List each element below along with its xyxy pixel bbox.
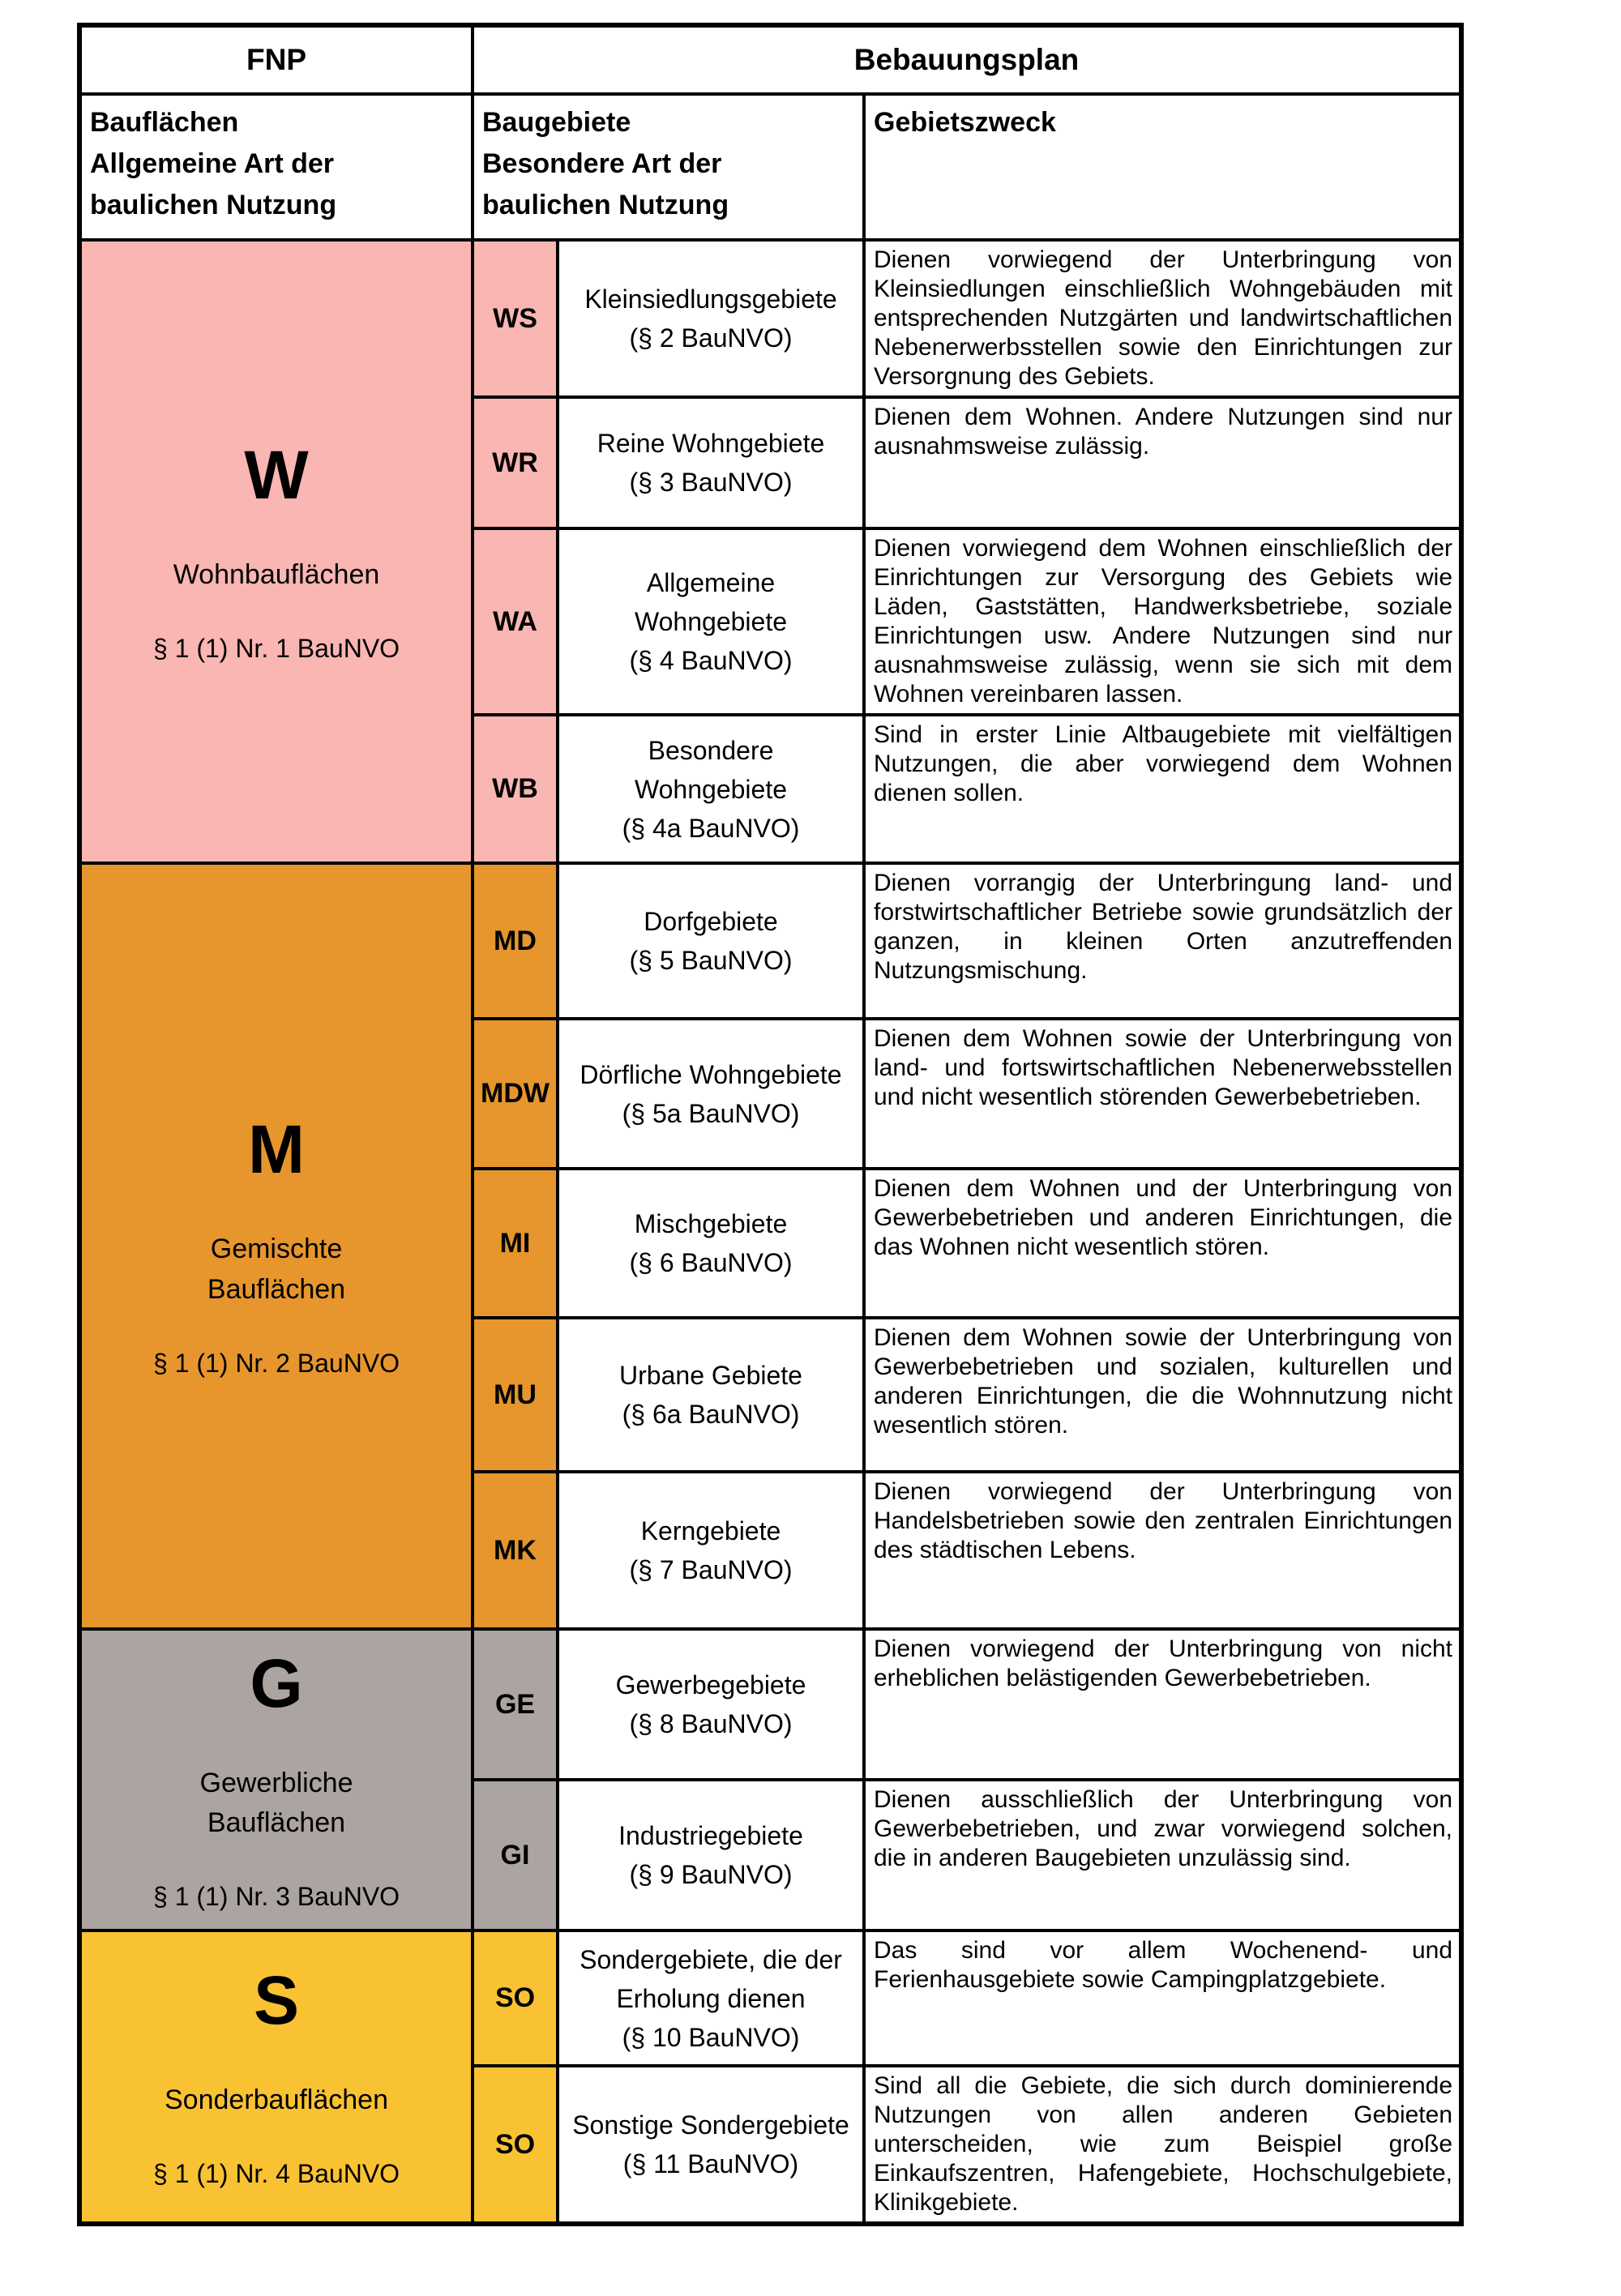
table-row [79, 240, 1461, 397]
gebiet-name: Industriegebiete [618, 1821, 803, 1850]
gebiet-name: Allgemeine Wohngebiete [635, 568, 787, 636]
name-cell-mi [558, 1169, 864, 1318]
name-cell-mdw [558, 1019, 864, 1169]
gebiet-law: (§ 6 BauNVO) [629, 1248, 793, 1277]
header-row-top [79, 25, 1461, 94]
header-col-gebietszweck: Gebietszweck [864, 94, 1461, 240]
name-cell-wr [558, 397, 864, 528]
section-law: § 1 (1) Nr. 3 BauNVO [152, 1882, 400, 1912]
code-cell-mi: MI [473, 1169, 558, 1318]
table-row [79, 863, 1461, 1019]
gebiet-law: (§ 11 BauNVO) [622, 2149, 799, 2178]
section-name: Gemischte Bauflächen [207, 1234, 346, 1305]
name-cell-wa [558, 528, 864, 715]
purpose-cell-wa: Dienen vorwiegend dem Wohnen einschließlich der Einrichtungen zur Versorgung des Gebiets wie Läden, Gaststätten, Handwerksbetriebe, soziale Einrichtungen usw. Andere Nutzungen sind nur ausnahmsweise zulässig, wenn sie sich mit dem Wohnen vereinbaren lassen. [864, 528, 1461, 715]
section-cell-m [79, 863, 473, 1629]
gebiet-name: Urbane Gebiete [619, 1361, 802, 1390]
section-law: § 1 (1) Nr. 4 BauNVO [152, 2159, 400, 2189]
code-cell-md: MD [473, 863, 558, 1019]
purpose-cell-mu: Dienen dem Wohnen sowie der Unterbringung von Gewerbebetrieben und sozialen, kulturellen und anderen Einrichtungen, die die Wohnnutzung nicht wesentlich stören. [864, 1318, 1461, 1472]
section-name: Sonderbauflächen [164, 2084, 388, 2115]
bauflaechen-table [77, 23, 1464, 2226]
code-cell-wa: WA [473, 528, 558, 715]
header-bebauungsplan: Bebauungsplan [473, 25, 1461, 94]
purpose-cell-mk: Dienen vorwiegend der Unterbringung von Handelsbetrieben sowie den zentralen Einrichtungen des städtischen Lebens. [864, 1472, 1461, 1629]
section-law: § 1 (1) Nr. 1 BauNVO [152, 634, 400, 664]
name-cell-mu [558, 1318, 864, 1472]
code-cell-ws: WS [473, 240, 558, 397]
purpose-cell-wr: Dienen dem Wohnen. Andere Nutzungen sind nur ausnahmsweise zulässig. [864, 397, 1461, 528]
code-cell-wb: WB [473, 715, 558, 863]
purpose-cell-ge: Dienen vorwiegend der Unterbringung von nicht erheblichen belästigenden Gewerbebetrieben. [864, 1629, 1461, 1780]
section-name: Gewerbliche Bauflächen [199, 1767, 353, 1839]
name-cell-md [558, 863, 864, 1019]
gebiet-name: Kerngebiete [640, 1516, 781, 1546]
section-cell-w [79, 240, 473, 863]
code-cell-mk: MK [473, 1472, 558, 1629]
name-cell-ws [558, 240, 864, 397]
section-letter: G [250, 1644, 303, 1721]
gebiet-law: (§ 5 BauNVO) [629, 946, 793, 975]
gebiet-name: Dörfliche Wohngebiete [580, 1059, 842, 1089]
gebiet-law: (§ 10 BauNVO) [622, 2022, 800, 2052]
gebiet-law: (§ 9 BauNVO) [629, 1860, 793, 1889]
name-cell-mk [558, 1472, 864, 1629]
name-cell-gi [558, 1780, 864, 1930]
section-name: Wohnbauflächen [173, 558, 380, 590]
section-law: § 1 (1) Nr. 2 BauNVO [152, 1348, 400, 1378]
code-cell-gi: GI [473, 1780, 558, 1930]
purpose-cell-mi: Dienen dem Wohnen und der Unterbringung von Gewerbebetrieben und anderen Einrichtungen, die das Wohnen nicht wesentlich stören. [864, 1169, 1461, 1318]
purpose-cell-ws: Dienen vorwiegend der Unterbringung von Kleinsiedlungen einschließlich Wohngebäuden mit entsprechenden Nutzgärten und landwirtschaftlichen Nebenerwerbsstellen sowie den Einrichtungen zur Versorgnung des Gebiets. [864, 240, 1461, 397]
purpose-cell-so-sonstige: Sind all die Gebiete, die sich durch dominierende Nutzungen von allen anderen Gebieten unterscheiden, wie zum Beispiel große Einkaufszentren, Hafengebiete, Hochschulgebiete, Klinikgebiete. [864, 2066, 1461, 2224]
code-cell-wr: WR [473, 397, 558, 528]
gebiet-law: (§ 6a BauNVO) [622, 1400, 800, 1429]
gebiet-law: (§ 4a BauNVO) [622, 813, 800, 843]
gebiet-name: Mischgebiete [634, 1209, 788, 1238]
name-cell-ge [558, 1629, 864, 1780]
header-fnp: FNP [79, 25, 473, 94]
gebiet-name: Kleinsiedlungsgebiete [584, 284, 837, 314]
code-cell-mdw: MDW [473, 1019, 558, 1169]
section-letter: M [248, 1111, 305, 1188]
gebiet-law: (§ 2 BauNVO) [629, 323, 793, 353]
gebiet-name: Dorfgebiete [644, 907, 778, 936]
code-cell-mu: MU [473, 1318, 558, 1472]
gebiet-name: Reine Wohngebiete [597, 429, 825, 458]
purpose-cell-md: Dienen vorrangig der Unterbringung land- und forstwirtschaftlicher Betriebe sowie grundsätzlich der ganzen, in kleinen Orten anzutreffenden Nutzungsmischung. [864, 863, 1461, 1019]
gebiet-name: Sonstige Sondergebiete [572, 2110, 849, 2140]
section-letter: W [244, 436, 309, 513]
name-cell-so-erholung [558, 1930, 864, 2066]
gebiet-law: (§ 7 BauNVO) [629, 1555, 793, 1584]
gebiet-name: Besondere Wohngebiete [635, 735, 787, 804]
code-cell-so-erholung: SO [473, 1930, 558, 2066]
purpose-cell-mdw: Dienen dem Wohnen sowie der Unterbringung von land- und fortswirtschaftlichen Nebenerwebsstellen und nicht wesentlich störenden Gewerbebetrieben. [864, 1019, 1461, 1169]
gebiet-law: (§ 8 BauNVO) [629, 1709, 793, 1738]
name-cell-so-sonstige [558, 2066, 864, 2224]
code-cell-ge: GE [473, 1629, 558, 1780]
gebiet-law: (§ 3 BauNVO) [629, 468, 793, 497]
purpose-cell-wb: Sind in erster Linie Altbaugebiete mit vielfältigen Nutzungen, die aber vorwiegend dem Wohnen dienen sollen. [864, 715, 1461, 863]
gebiet-name: Gewerbegebiete [615, 1670, 806, 1700]
section-cell-s [79, 1930, 473, 2224]
section-cell-g [79, 1629, 473, 1930]
gebiet-name: Sondergebiete, die der Erholung dienen [580, 1944, 842, 2013]
code-cell-so-sonstige: SO [473, 2066, 558, 2224]
name-cell-wb [558, 715, 864, 863]
gebiet-law: (§ 4 BauNVO) [629, 646, 793, 675]
table-row [79, 1930, 1461, 2066]
section-letter: S [253, 1961, 300, 2038]
header-row-columns [79, 94, 1461, 240]
table-row [79, 1629, 1461, 1780]
purpose-cell-so-erholung: Das sind vor allem Wochenend- und Ferienhausgebiete sowie Campingplatzgebiete. [864, 1930, 1461, 2066]
gebiet-law: (§ 5a BauNVO) [622, 1098, 800, 1128]
purpose-cell-gi: Dienen ausschließlich der Unterbringung von Gewerbebetrieben, und zwar vorwiegend solchen, die in anderen Baugebieten unzulässig sind. [864, 1780, 1461, 1930]
header-col-bauflaechen: Bauflächen Allgemeine Art der baulichen Nutzung [79, 94, 473, 240]
header-col-baugebiete: Baugebiete Besondere Art der baulichen Nutzung [473, 94, 864, 240]
